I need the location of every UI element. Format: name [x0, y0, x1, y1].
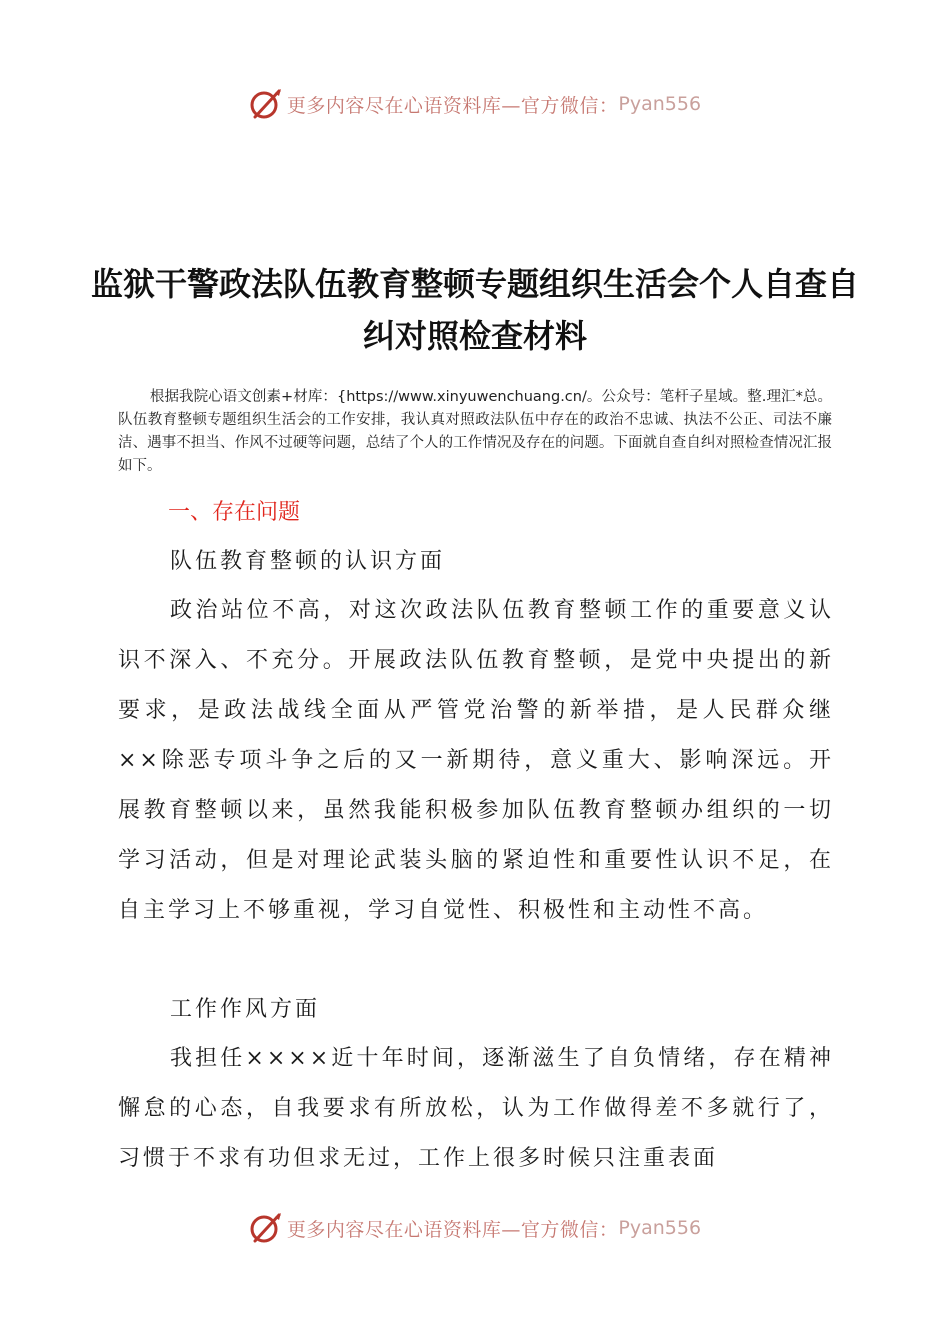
header-watermark-banner: [0, 84, 950, 124]
banner-text: 更多内容尽在心语资料库—官方微信：: [286, 94, 619, 117]
section-heading: 一、存在问题: [168, 500, 301, 525]
subheading-work-style: 工作作风方面: [170, 997, 321, 1022]
paragraph-awareness: 政治站位不高，对这次政法队伍教育整顿工作的重要意义认识不深入、不充分。开展政法队伍教育整顿，是党中央提出的新要求，是政法战线全面从严管党治警的新举措，是人民群众继××除恶专项斗争之后的又一新期待，意义重大、影响深远。开展教育整顿以来，虽然我能积极参加队伍教育整顿办组织的一切学习活动，但是对理论武装头脑的紧迫性和重要性认识不足，在自主学习上不够重视，学习自觉性、积极性和主动性不高。: [118, 598, 834, 923]
banner-wechat-id: Pyan556: [618, 1217, 702, 1239]
document-title: 监狱干警政法队伍教育整顿专题组织生活会个人自查自纠对照检查材料: [90, 265, 859, 355]
pen-logo-icon: [249, 87, 283, 121]
pen-logo-icon: [249, 1211, 283, 1245]
intro-paragraph: 根据我院心语文创素+材库：{https://www.xinyuwenchuang.cn/。公众号：笔杆子星域。整.理汇*总。队伍教育整顿专题组织生活会的工作安排，我认真对照政法队伍中存在的政治不忠诚、执法不公正、司法不廉洁、遇事不担当、作风不过硬等问题，总结了个人的工作情况及存在的问题。下面就自查自纠对照检查情况汇报如下。: [118, 389, 832, 474]
footer-watermark-banner: [0, 1208, 950, 1248]
paragraph-work-style: 我担任××××近十年时间，逐渐滋生了自负情绪，存在精神懈怠的心态，自我要求有所放松，认为工作做得差不多就行了，习惯于不求有功但求无过，工作上很多时候只注重表面: [118, 1046, 834, 1171]
banner-text: 更多内容尽在心语资料库—官方微信：: [286, 1218, 619, 1241]
banner-wechat-id: Pyan556: [618, 93, 702, 115]
subheading-awareness: 队伍教育整顿的认识方面: [170, 549, 446, 574]
